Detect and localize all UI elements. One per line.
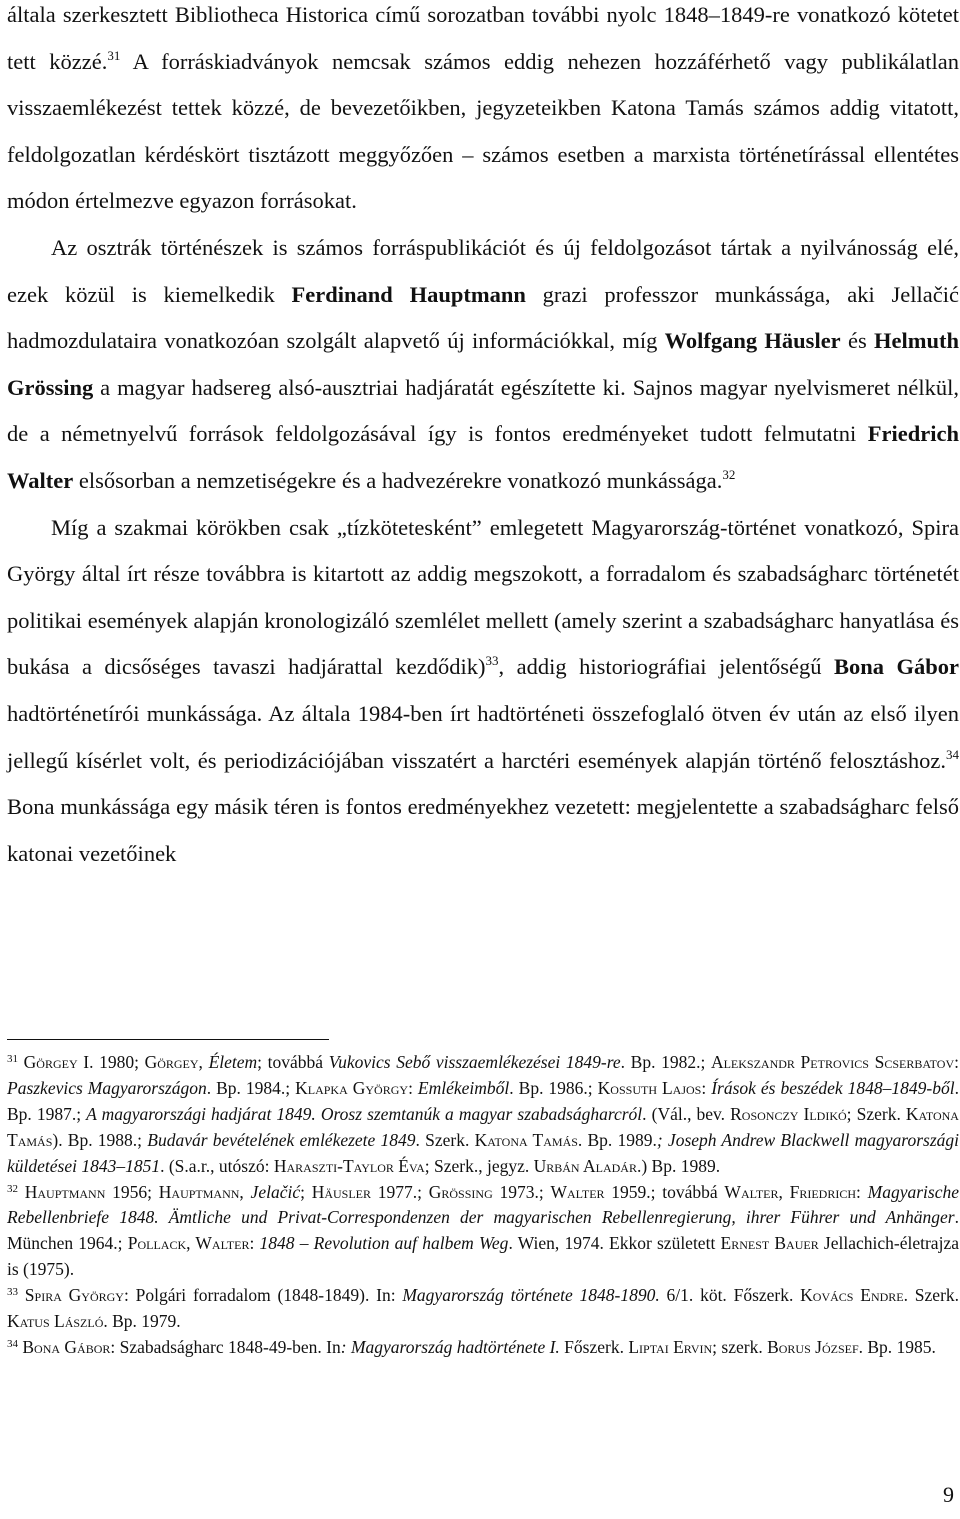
fn-text: : (408, 1077, 418, 1098)
fn-text: . Szerk. (415, 1129, 475, 1150)
fn-text: Jellachich-életrajza is (1975). (7, 1233, 959, 1280)
fn-title: : Magyarország hadtörténete I. (340, 1336, 560, 1357)
footnote-34 (7, 1335, 959, 1361)
fn-text: ; Szerk. (846, 1103, 906, 1124)
fn-author: Kovács Endre (800, 1285, 904, 1306)
text-run: hadtörténetírói munkássága. Az általa 1984-ben írt hadtörténeti összefoglaló ötven év után az első ilyen jellegű kísérlet volt, és periodizációjában visszatért a harctéri események alapján történő felosztáshoz. (7, 700, 959, 773)
author-name: Friedrich Walter (7, 421, 959, 493)
text-run: általa szerkesztett Bibliotheca Historica című sorozatban további nyolc 1848–1849-re vonatkozó kötetet tett közzé. (7, 2, 959, 74)
fn-text: : Szabadságharc 1848-49-ben. In (110, 1336, 341, 1357)
fn-text: ; (300, 1181, 312, 1202)
fn-text: 1977.; (371, 1181, 429, 1202)
text-run: elsősorban a nemzetiségekre és a hadvezérekre vonatkozó munkássága. (73, 467, 723, 493)
page-number: 9 (943, 1482, 954, 1507)
fn-text: .) Bp. 1989. (636, 1155, 721, 1176)
footnote-number: 31 (7, 1053, 18, 1065)
fn-author: Urbán Aladár (533, 1155, 637, 1176)
fn-author: Borus József (767, 1336, 859, 1357)
paragraph (7, 225, 959, 505)
main-text (7, 0, 959, 877)
fn-author: Pollack, Walter (127, 1233, 250, 1254)
fn-author: Grössing (428, 1181, 493, 1202)
footnote-32 (7, 1180, 959, 1284)
fn-text: . Bp. 1985. (858, 1336, 936, 1357)
fn-author: Walter, Friedrich (724, 1181, 857, 1202)
footnote-31 (7, 1050, 959, 1180)
fn-text: , (239, 1181, 251, 1202)
paragraph (7, 505, 959, 878)
fn-text: 1956; (105, 1181, 159, 1202)
fn-text: ; Szerk., jegyz. (424, 1155, 534, 1176)
fn-title: Írások és beszédek 1848–1849-ből (711, 1077, 955, 1098)
fn-author: Kossuth Lajos (597, 1077, 702, 1098)
fn-text: Főszerk. (559, 1336, 629, 1357)
fn-author: Walter (550, 1181, 605, 1202)
fn-text: : (954, 1052, 959, 1072)
author-name: Ferdinand Hauptmann (291, 281, 526, 307)
footnote-ref[interactable]: 32 (722, 466, 736, 482)
fn-text: 1959.; továbbá (604, 1181, 725, 1202)
fn-title: Vukovics Sebő visszaemlékezései 1849-re (328, 1052, 621, 1072)
fn-text: : Polgári forradalom (1848-1849). In: (123, 1285, 403, 1306)
footnote-ref[interactable]: 34 (946, 746, 959, 762)
fn-text: . Szerk. (903, 1285, 960, 1306)
fn-title: Magyarország története 1848-1890. (402, 1285, 660, 1306)
fn-text: 6/1. köt. Főszerk. (659, 1285, 801, 1306)
text-run: grazi professzor munkássága, aki Jellačić hadmozdulataira vonatkozóan szolgált alapvető új információkkal, míg (7, 281, 960, 354)
footnote-number: 34 (7, 1337, 18, 1350)
text-run: Míg a szakmai körökben csak „tízkötetesként” emlegetett Magyarország-történet vonatkozó, Spira György által írt része továbbra is kitartott az addig megszokott, a forradalom és szabadságharc történetét politikai események alapján kronologizáló szemlélet mellett (amely szerint a szabadságharc hanyatlása és bukása a dicsőséges tavaszi hadjárattal kezdődik) (7, 514, 959, 680)
fn-author: Hauptmann (158, 1181, 240, 1202)
fn-author: Rosonczy Ildikó (730, 1103, 847, 1124)
fn-author: Haraszti-Taylor Éva (273, 1155, 425, 1176)
footnote-ref[interactable]: 33 (485, 653, 499, 669)
fn-author: Klapka György (295, 1077, 409, 1098)
footnote-ref[interactable]: 31 (107, 47, 121, 63)
fn-text: ; továbbá (257, 1052, 329, 1072)
fn-title: Budavár bevételének emlékezete 1849 (147, 1129, 416, 1150)
fn-text: . München 1964.; (7, 1207, 959, 1254)
author-name: Helmuth Grössing (7, 328, 959, 400)
fn-text: . Bp. 1982.; (620, 1052, 711, 1072)
fn-text: ). Bp. 1988.; (52, 1129, 148, 1150)
fn-text: 1980; (93, 1052, 145, 1072)
fn-text: . Wien, 1974. Ekkor született (508, 1233, 721, 1254)
fn-title: Életem (208, 1052, 258, 1072)
fn-text: . Bp. 1986.; (509, 1077, 598, 1098)
fn-title: Magyarische Rebellenbriefe 1848. Ämtliche und Privat-Correspondenzen der magyarischen Rebellenregierung, ihrer Führer und Anhänger (7, 1181, 959, 1228)
fn-title: ; Joseph Andrew Blackwell magyarországi küldetései 1843–1851 (7, 1129, 959, 1176)
author-name: Wolfgang Häusler (664, 328, 841, 354)
text-run: és (840, 328, 874, 354)
fn-text: : (856, 1181, 868, 1202)
footnote-number: 32 (7, 1182, 18, 1195)
fn-author: Spira György (24, 1285, 124, 1306)
footnotes (7, 1050, 959, 1361)
footnote-33 (7, 1283, 959, 1335)
paragraph (7, 0, 959, 225)
text-run: Az osztrák történészek is számos forráspublikációt és új feldolgozásot tártak a nyilvánosság elé, ezek közül is kiemelkedik (7, 234, 959, 307)
text-run: a magyar hadsereg alsó-ausztriai hadjáratát egészítette ki. Sajnos magyar nyelvismeret nélkül, de a németnyelvű források feldolgozásával így is fontos eredményeket tudott felmutatni (7, 374, 959, 447)
text-run: , addig historiográfiai jelentőségű (498, 654, 834, 680)
fn-author: Bona Gábor (22, 1336, 111, 1357)
fn-title: 1848 – Revolution auf halbem Weg (259, 1233, 509, 1254)
fn-text: . Bp. 1987.; (7, 1077, 959, 1124)
fn-text: 1973.; (492, 1181, 551, 1202)
footnote-separator (7, 1039, 329, 1040)
fn-author: Liptai Ervin (628, 1336, 713, 1357)
fn-title: Jelačić (250, 1181, 301, 1202)
fn-text: ; szerk. (712, 1336, 768, 1357)
fn-author: Görgey I. (23, 1052, 94, 1072)
text-run: A forráskiadványok nemcsak számos eddig nehezen hozzáférhető vagy publikálatlan visszaemlékezést tettek közzé, de bevezetőikben, jegyzeteikben Katona Tamás számos addig vitatott, feldolgozatlan kérdéskört tisztázott meggyőzően – számos esetben a marxista történetírással ellentétes módon értelmezve egyazon forrásokat. (7, 48, 959, 214)
fn-text: . (S.a.r., utószó: (160, 1155, 274, 1176)
fn-text: . Bp. 1979. (103, 1311, 181, 1332)
fn-text: : (249, 1233, 260, 1254)
text-run: Bona munkássága egy másik téren is fontos eredményekhez vezetett: megjelentette a szabadságharc felső katonai vezetőinek (7, 794, 959, 866)
fn-author: Ernest Bauer (720, 1233, 819, 1254)
fn-title: A magyarországi hadjárat 1849. Orosz szemtanúk a magyar szabadságharcról (86, 1103, 643, 1124)
fn-author: Alekszandr Petrovics Scserbatov (710, 1052, 955, 1072)
fn-author: Katus László (7, 1311, 104, 1332)
author-name: Bona Gábor (833, 654, 959, 680)
fn-author: Katona Tamás (7, 1103, 959, 1150)
fn-title: Emlékeimből (417, 1077, 510, 1098)
fn-author: Hauptmann (24, 1181, 106, 1202)
fn-title: Paszkevics Magyarországon (7, 1077, 207, 1098)
fn-author: Häusler (311, 1181, 372, 1202)
footnote-number: 33 (7, 1286, 18, 1299)
fn-text: . (Vál., bev. (642, 1103, 731, 1124)
fn-text: . Bp. 1984.; (206, 1077, 296, 1098)
fn-text: . Bp. 1989. (577, 1129, 657, 1150)
fn-text: : (701, 1077, 712, 1098)
fn-author: Görgey, (144, 1052, 203, 1072)
fn-author: Katona Tamás (474, 1129, 578, 1150)
